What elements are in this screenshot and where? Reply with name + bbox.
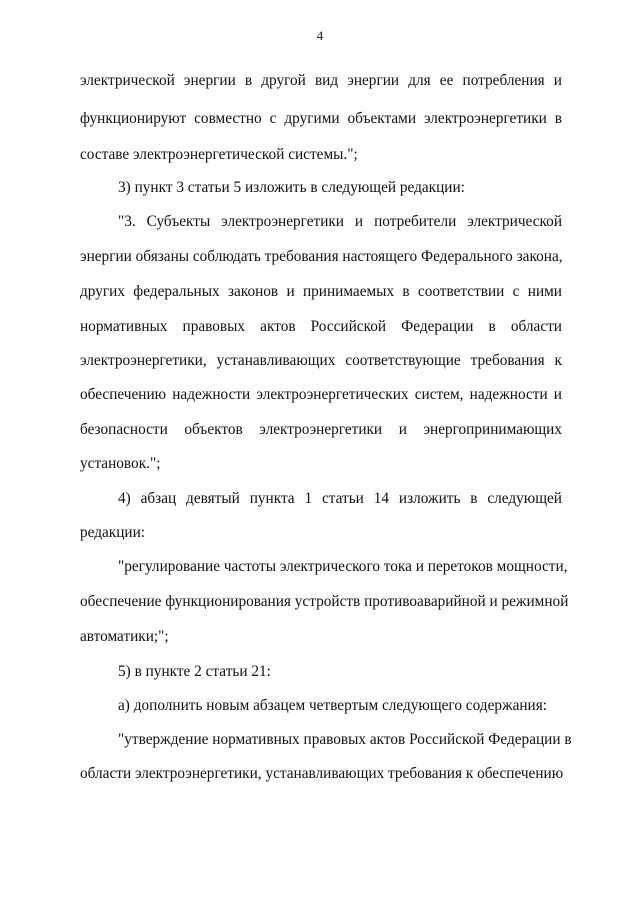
quote-line: "утверждение нормативных правовых актов Российской Федерации в (118, 731, 572, 748)
text-line: составе электроэнергетической системы."; (80, 146, 358, 163)
quote-line: области электроэнергетики, устанавливающих требования к обеспечению (80, 765, 564, 782)
quote-line: безопасности объектов электроэнергетики и энергопринимающих (80, 421, 562, 438)
text-line: редакции: (80, 524, 146, 541)
quote-line: автоматики;"; (80, 628, 169, 645)
list-item-heading: 5) в пункте 2 статьи 21: (118, 663, 271, 680)
quote-line: нормативных правовых актов Российской Федерации в области (80, 318, 562, 335)
quote-line: обеспечению надежности электроэнергетических систем, надежности и (80, 386, 562, 403)
quote-line: "3. Субъекты электроэнергетики и потребители электрической (118, 213, 562, 230)
text-line: электрической энергии в другой вид энергии для ее потребления и (80, 72, 562, 89)
quote-line: обеспечение функционирования устройств противоаварийной и режимной (80, 593, 569, 610)
quote-line: "регулирование частоты электрического тока и перетоков мощности, (118, 558, 568, 575)
page-number: 4 (316, 28, 324, 43)
list-item-heading: 3) пункт 3 статьи 5 изложить в следующей редакции: (118, 179, 465, 196)
quote-line: установок."; (80, 455, 161, 472)
sub-item-heading: а) дополнить новым абзацем четвертым следующего содержания: (118, 697, 548, 714)
text-line: функционируют совместно с другими объектами электроэнергетики в (80, 110, 562, 127)
quote-line: других федеральных законов и принимаемых в соответствии с ними (80, 283, 562, 300)
quote-line: электроэнергетики, устанавливающих соответствующие требования к (80, 352, 562, 369)
list-item-heading: 4) абзац девятый пункта 1 статьи 14 изложить в следующей (118, 490, 562, 507)
quote-line: энергии обязаны соблюдать требования настоящего Федерального закона, (80, 248, 563, 265)
